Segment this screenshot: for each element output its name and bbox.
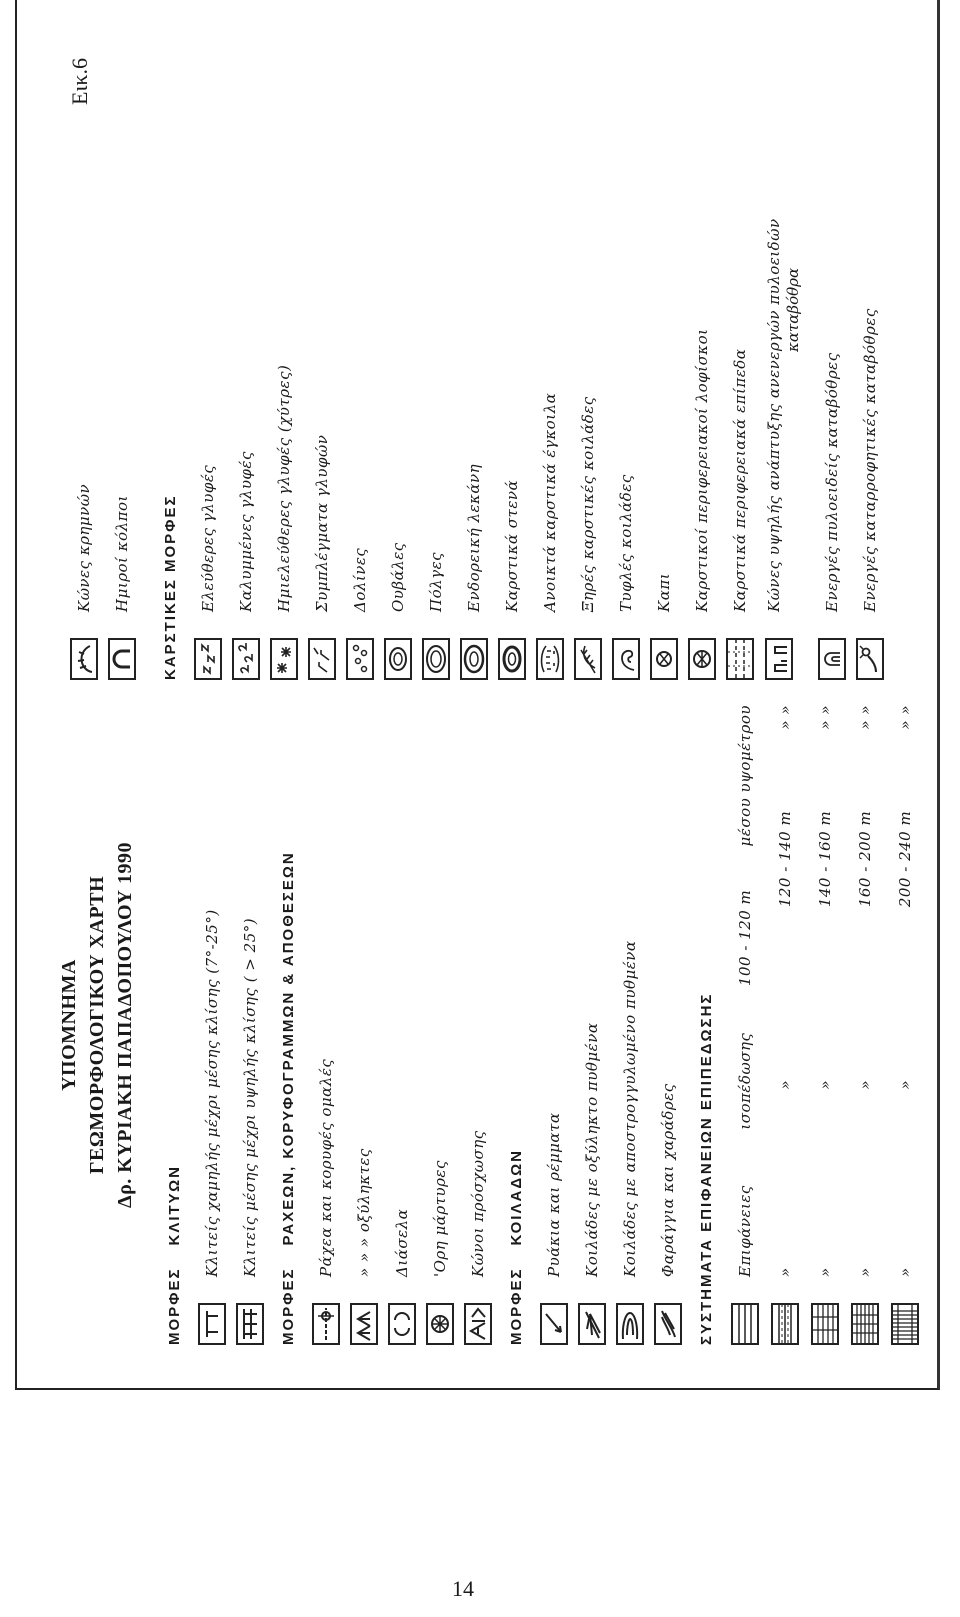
section-slopes-heading (155, 705, 193, 1345)
legend-text: Δολίνες (351, 547, 369, 612)
karren-complex-icon (308, 638, 336, 680)
surface-col-4: » » (816, 705, 834, 730)
surface-col-4: » » (856, 705, 874, 730)
u-valley-icon (616, 1303, 644, 1345)
legend-row (645, 10, 683, 680)
surface-4-icon (851, 1303, 879, 1345)
legend-text: Καρστικά στενά (503, 479, 521, 612)
legend-text: Ξηρές καρστικές κοιλάδες (579, 396, 597, 612)
legend-text: Κοιλάδες με οξύληκτο πυθμένα (583, 1022, 601, 1277)
legend-text: Συμπλέγματα γλυφών (313, 434, 331, 612)
legend-row (885, 705, 925, 1345)
surface-col-1: » (896, 1267, 914, 1277)
peripheral-plains-icon (726, 638, 754, 680)
surface-col-1: » (856, 1267, 874, 1277)
legend-row (103, 10, 141, 680)
legend-text: Ράχεα και κορυφές ομαλές (317, 1058, 335, 1277)
peripheral-hills-icon (688, 638, 716, 680)
legend-row (721, 10, 759, 680)
legend-text: Κώνες κρημνών (75, 483, 93, 612)
legend-row (683, 10, 721, 680)
legend-text: Ελεύθερες γλυφές (199, 464, 217, 612)
semi-free-karren-icon (270, 638, 298, 680)
legend-row (493, 10, 531, 680)
legend-text: Πόλγες (427, 551, 445, 612)
surface-col-3: 120 - 140 m (776, 810, 794, 908)
legend-text: Τυφλές κοιλάδες (617, 474, 635, 612)
semicircle-icon (108, 638, 136, 680)
left-column (155, 705, 925, 1345)
legend-text: Ουβάλες (389, 542, 407, 612)
legend-row (193, 705, 231, 1345)
cave-icon (650, 638, 678, 680)
legend-text: Ημιροί κόλποι (113, 495, 131, 612)
legend-title (55, 705, 139, 1345)
legend-row (569, 10, 607, 680)
legend-row (573, 705, 611, 1345)
legend-row (421, 705, 459, 1345)
legend-row (417, 10, 455, 680)
surface-col-4: μέσου υψομέτρου (736, 705, 754, 847)
open-karst-valley-icon (536, 638, 564, 680)
uvalas-icon (384, 638, 412, 680)
legend-text: Κλιτείς μέσης μέχρι υψηλής κλίσης ( > 25°) (241, 917, 259, 1277)
legend-text: Ενδορεική λεκάνη (465, 463, 483, 612)
page-number: 14 (452, 1576, 474, 1601)
surface-col-4: » » (776, 705, 794, 730)
surface-col-2: » (896, 1079, 914, 1090)
legend-row (231, 705, 269, 1345)
surface-col-2: » (816, 1079, 834, 1090)
legend-text: Φαράγγια και χαράδρες (659, 1083, 677, 1277)
stream-icon (540, 1303, 568, 1345)
surface-5-icon (891, 1303, 919, 1345)
covered-karren-icon (232, 638, 260, 680)
legend-row (227, 10, 265, 680)
legend-row (765, 705, 805, 1345)
active-sinkhole-icon (818, 638, 846, 680)
legend-text-continuation: καταβόθρα (784, 267, 802, 352)
surface-col-2: » (776, 1079, 794, 1090)
surface-col-3: 140 - 160 m (816, 810, 834, 908)
section-label: ΜΟΡΦΕΣ (507, 1267, 525, 1345)
saddle-icon (388, 1303, 416, 1345)
karst-narrows-icon (498, 638, 526, 680)
legend-sheet (55, 5, 935, 1345)
legend-row (265, 10, 303, 680)
section-title: ΚΟΙΛΑΔΩΝ (507, 1149, 525, 1246)
legend-row (805, 705, 845, 1345)
active-swallow-hole-icon (856, 638, 884, 680)
legend-text: Ημιελεύθερες γλυφές (χύτρες) (275, 364, 293, 612)
legend-text: Κλιτείς χαμηλής μέχρι μέσης κλίσης (7°-25°) (203, 909, 221, 1277)
surface-col-3: 160 - 200 m (856, 810, 874, 908)
legend-row (341, 10, 379, 680)
legend-row (535, 705, 573, 1345)
high-ground-cones-icon (765, 638, 793, 680)
witness-hill-icon (426, 1303, 454, 1345)
legend-row (383, 705, 421, 1345)
legend-text: Καπι (655, 572, 673, 612)
free-karren-icon (194, 638, 222, 680)
gorge-icon (654, 1303, 682, 1345)
title-line-2: ΓΕΩΜΟΡΦΟΛΟΓΙΚΟΥ ΧΑΡΤΗ (86, 875, 108, 1175)
legend-text: Ενεργές πυλοειδείς καταβόθρες (823, 352, 841, 612)
section-label: ΜΟΡΦΕΣ (165, 1267, 183, 1345)
legend-row (307, 705, 345, 1345)
alluvial-cone-icon (464, 1303, 492, 1345)
legend-row (725, 705, 765, 1345)
debris-cone-icon (70, 638, 98, 680)
surface-col-1: » (776, 1267, 794, 1277)
section-karst-heading (151, 10, 189, 680)
legend-row (189, 10, 227, 680)
title-line-3: Δρ. ΚΥΡΙΑΚΗ ΠΑΠΑΔΟΠΟΥΛΟΥ 1990 (114, 842, 136, 1208)
surface-col-3: 100 - 120 m (736, 889, 754, 987)
legend-text: Διάσελα (393, 1208, 411, 1277)
legend-text: Καρστικοί περιφερειακοί λοφίσκοι (693, 328, 711, 612)
legend-text: » » » οξύληκτες (355, 1148, 373, 1277)
figure-label: Εικ.6 (67, 58, 92, 105)
legend-text: Καρστικά περιφερειακά επίπεδα (731, 348, 749, 612)
legend-row (531, 10, 569, 680)
sharp-ridge-icon (350, 1303, 378, 1345)
legend-row (759, 10, 813, 680)
smooth-ridge-icon (312, 1303, 340, 1345)
section-label: ΜΟΡΦΕΣ (279, 1267, 297, 1345)
section-surfaces-heading (687, 705, 725, 1345)
legend-row (813, 10, 851, 680)
dry-karst-valley-icon (574, 638, 602, 680)
right-column (65, 10, 889, 680)
surface-3-icon (811, 1303, 839, 1345)
surface-2-icon (771, 1303, 799, 1345)
section-title: ΚΛΙΤΥΩΝ (165, 1165, 183, 1246)
endorheic-basin-icon (460, 638, 488, 680)
v-valley-icon (578, 1303, 606, 1345)
section-title: ΣΥΣΤΗΜΑΤΑ ΕΠΙΦΑΝΕΙΩΝ ΕΠΙΠΕΔΩΣΗΣ (697, 992, 715, 1345)
legend-row (851, 10, 889, 680)
section-valleys-heading (497, 705, 535, 1345)
slope-steep-icon (236, 1303, 264, 1345)
legend-row (303, 10, 341, 680)
section-title: ΚΑΡΣΤΙΚΕΣ ΜΟΡΦΕΣ (161, 494, 179, 680)
legend-text: Ανοικτά καρστικά έγκοιλα (541, 392, 559, 612)
surface-1-icon (731, 1303, 759, 1345)
legend-text-block (765, 218, 802, 612)
legend-row (607, 10, 645, 680)
poljes-icon (422, 638, 450, 680)
section-ridges-heading (269, 705, 307, 1345)
surface-col-4: » » (896, 705, 914, 730)
surface-col-3: 200 - 240 m (896, 810, 914, 908)
surface-col-2: ισοπέδωσης (736, 1032, 754, 1130)
blind-valley-icon (612, 638, 640, 680)
surface-col-2: » (856, 1079, 874, 1090)
legend-text: Καλυμμένες γλυφές (237, 451, 255, 612)
legend-row (65, 10, 103, 680)
legend-text: Ρυάκια και ρέμματα (545, 1112, 563, 1277)
legend-text: Κώνοι πρόσχωσης (469, 1130, 487, 1277)
legend-text: 'Ορη μάρτυρες (431, 1160, 449, 1277)
legend-row (379, 10, 417, 680)
legend-row (345, 705, 383, 1345)
slope-gentle-icon (198, 1303, 226, 1345)
legend-text: Ενεργές καταρροφητικές καταβόθρες (861, 308, 879, 612)
legend-row (649, 705, 687, 1345)
legend-row (455, 10, 493, 680)
surface-col-1: Επιφάνειες (736, 1185, 754, 1277)
legend-text: Κοιλάδες με αποστρογγυλωμένο πυθμένα (621, 940, 639, 1277)
section-title: ΡΑΧΕΩΝ, ΚΟΡΥΦΟΓΡΑΜΜΩΝ & ΑΠΟΘΕΣΕΩΝ (279, 851, 297, 1246)
dolines-icon (346, 638, 374, 680)
legend-row (845, 705, 885, 1345)
legend-row (459, 705, 497, 1345)
legend-text: Κώνες υψηλής ανάπτυξης ανενεργών πυλοειδών (765, 218, 783, 612)
title-line-1: ΥΠΟΜΝΗΜΑ (58, 959, 80, 1091)
legend-row (611, 705, 649, 1345)
surface-col-1: » (816, 1267, 834, 1277)
